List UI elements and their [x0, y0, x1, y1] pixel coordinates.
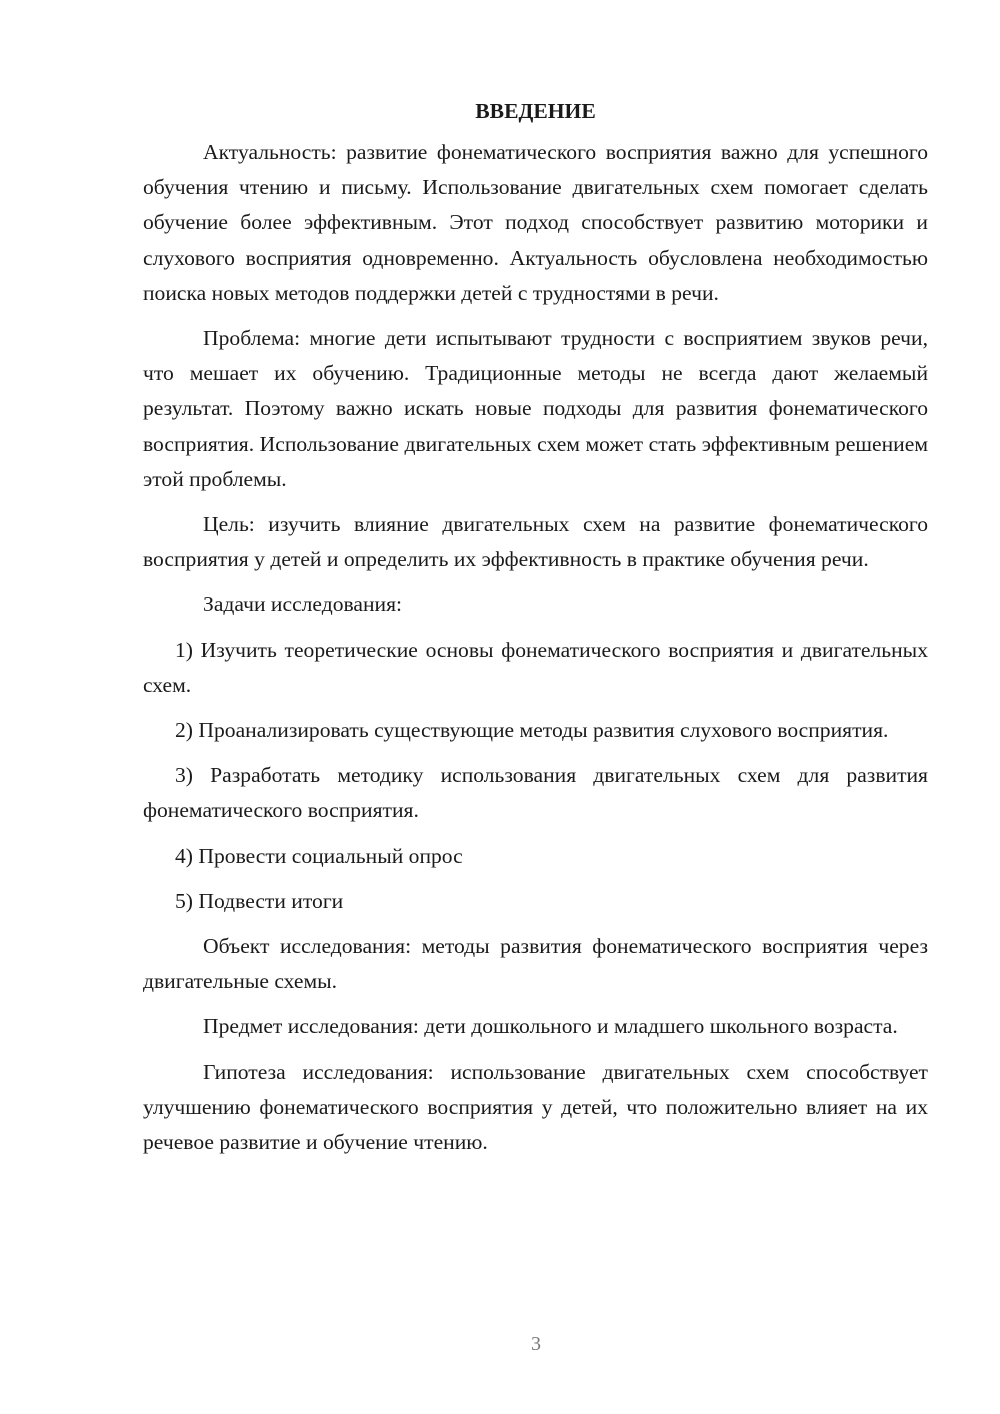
relevance-paragraph: Актуальность: развитие фонематического восприятия важно для успешного обучения чтению и письму. Использование двигательных схем помогает сделать обучение более эффективным. Этот подход способствует развитию моторики и слухового восприятия одновременно. Актуальность обусловлена необходимостью поиска новых методов поддержки детей с трудностями в речи.: [143, 140, 928, 305]
goal-paragraph: Цель: изучить влияние двигательных схем на развитие фонематического восприятия у детей и определить их эффективность в практике обучения речи.: [143, 512, 928, 572]
hypothesis-paragraph: Гипотеза исследования: использование двигательных схем способствует улучшению фонематического восприятия у детей, что положительно влияет на их речевое развитие и обучение чтению.: [143, 1059, 928, 1155]
task-item-3: 3) Разработать методику использования двигательных схем для развития фонематического восприятия.: [143, 763, 928, 823]
page-content: [143, 92, 928, 1170]
task-item-4: 4) Провести социальный опрос: [175, 843, 463, 868]
task-item-5: 5) Подвести итоги: [175, 888, 344, 913]
task-item-2: 2) Проанализировать существующие методы развития слухового восприятия.: [175, 718, 889, 743]
task-item-1: 1) Изучить теоретические основы фонематического восприятия и двигательных схем.: [143, 637, 928, 697]
tasks-heading: Задачи исследования:: [203, 592, 403, 617]
problem-paragraph: Проблема: многие дети испытывают трудности с восприятием звуков речи, что мешает их обучению. Традиционные методы не всегда дают желаемый результат. Поэтому важно искать новые подходы для развития фонематического восприятия. Использование двигательных схем может стать эффективным решением этой проблемы.: [143, 326, 928, 491]
object-paragraph: Объект исследования: методы развития фонематического восприятия через двигательные схемы.: [143, 934, 928, 994]
subject-paragraph: Предмет исследования: дети дошкольного и младшего школьного возраста.: [203, 1014, 898, 1039]
section-title: ВВЕДЕНИЕ: [475, 99, 596, 123]
page-number: 3: [531, 1333, 541, 1355]
